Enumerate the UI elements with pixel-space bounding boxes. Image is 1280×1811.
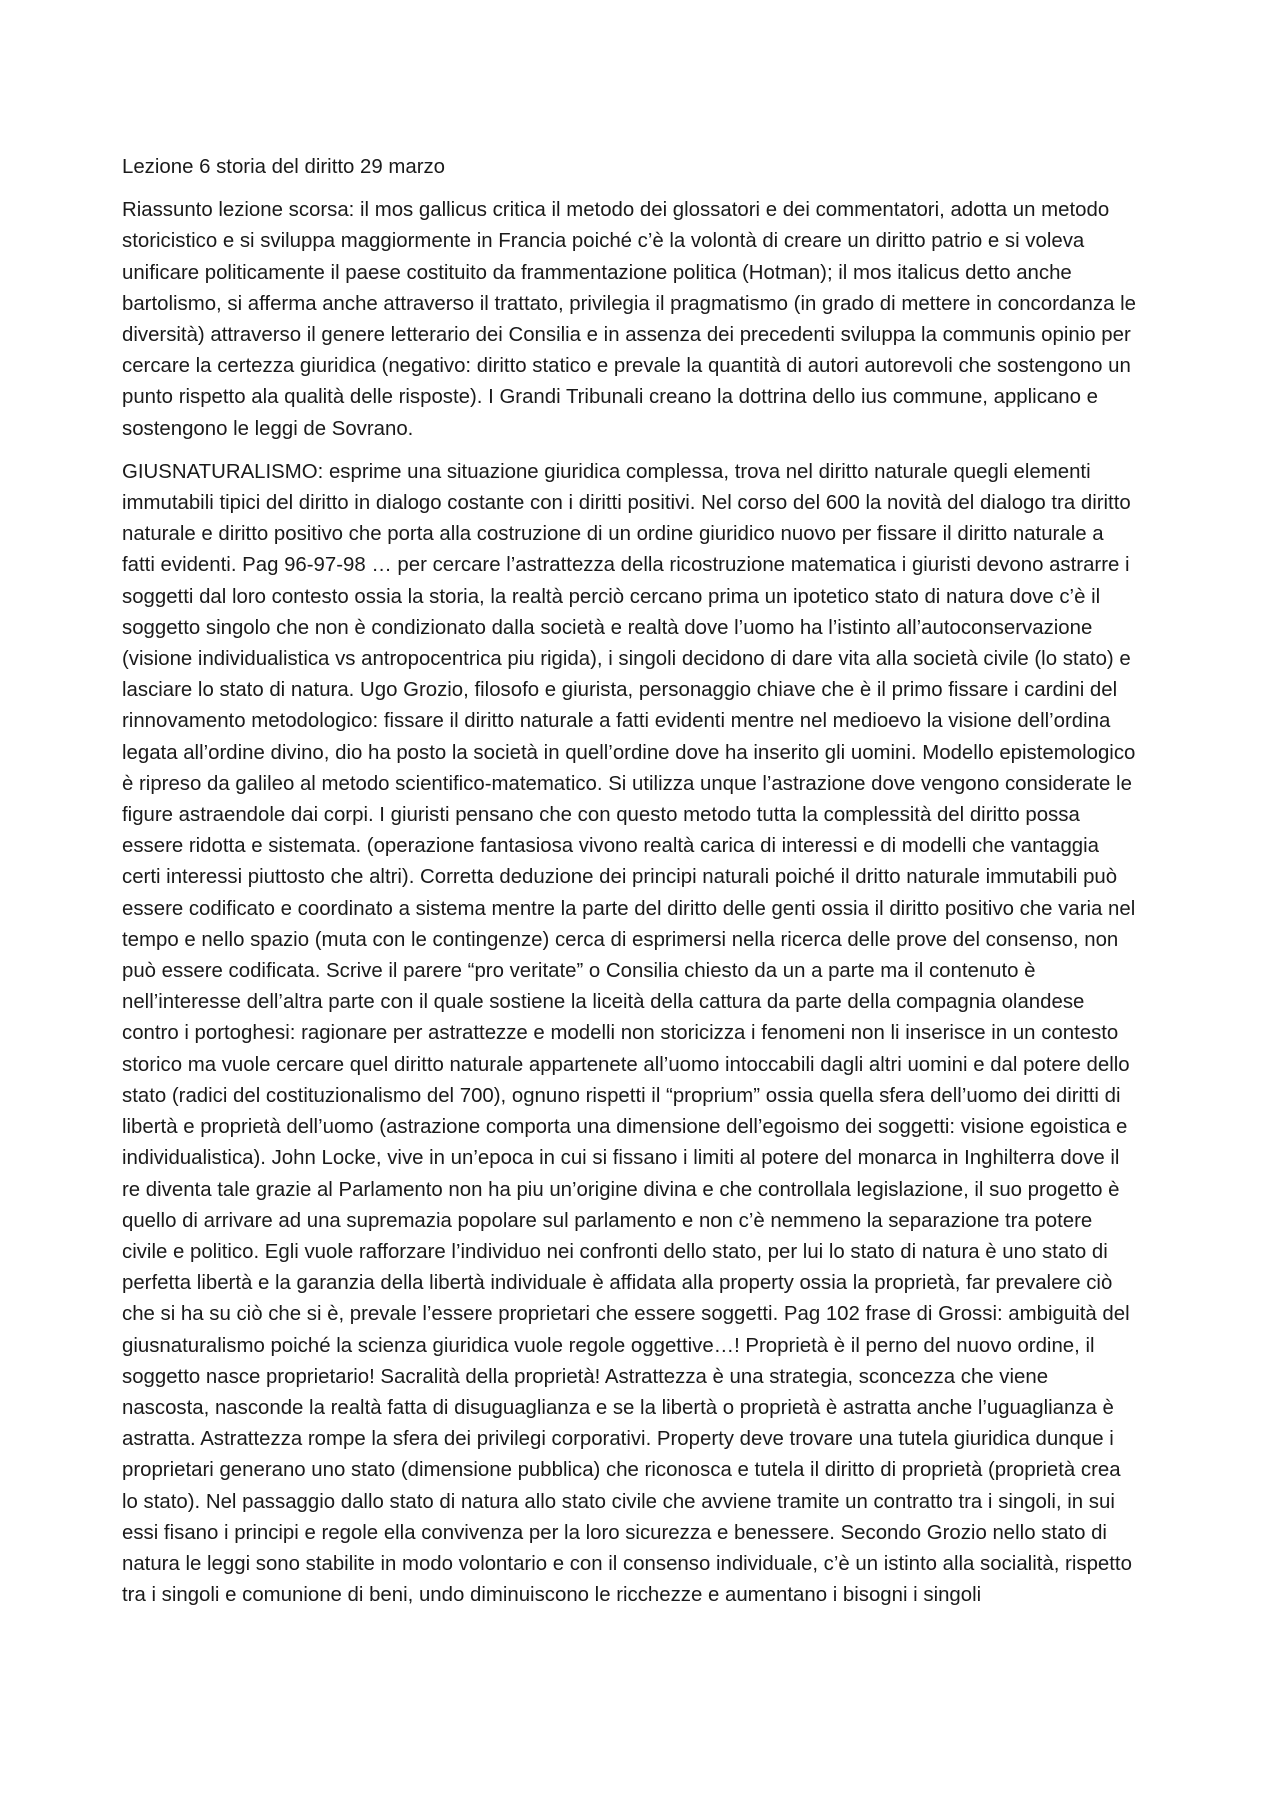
paragraph-giusnaturalismo: GIUSNATURALISMO: esprime una situazione giuridica complessa, trova nel diritto naturale quegli elementi immutabili tipici del diritto in dialogo costante con i diritti positivi. Nel corso del 600 la novità del dialogo tra diritto naturale e diritto positivo che porta alla costruzione di un ordine giuridico nuovo per fissare il diritto naturale a fatti evidenti. Pag 96-97-98 … per cercare l’astrattezza della ricostruzione matematica i giuristi devono astrarre i soggetti dal loro contesto ossia la storia, la realtà perciò cercano prima un ipotetico stato di natura dove c’è il soggetto singolo che non è condizionato dalla società e realtà dove l’uomo ha l’istinto all’autoconservazione (visione individualistica vs antropocentrica piu rigida), i singoli decidono di dare vita alla società civile (lo stato) e lasciare lo stato di natura. Ugo Grozio, filosofo e giurista, personaggio chiave che è il primo fissare i cardini del rinnovamento metodologico: fissare il diritto naturale a fatti evidenti mentre nel medioevo la visione dell’ordina legata all’ordine divino, dio ha posto la società in quell’ordine dove ha inserito gli uomini. Modello epistemologico è ripreso da galileo al metodo scientifico-matematico. Si utilizza unque l’astrazione dove vengono considerate le figure astraendole dai corpi. I giuristi pensano che con questo metodo tutta la complessità del diritto possa essere ridotta e sistemata. (operazione fantasiosa vivono realtà carica di interessi e di modelli che vantaggia certi interessi piuttosto che altri). Corretta deduzione dei principi naturali poiché il dritto naturale immutabili può essere codificato e coordinato a sistema mentre la parte del diritto delle genti ossia il diritto positivo che varia nel tempo e nello spazio (muta con le contingenze) cerca di esprimersi nella ricerca delle prove del consenso, non può essere codificata. Scrive il parere “pro veritate” o Consilia chiesto da un a parte ma il contenuto è nell’interesse dell’altra parte con il quale sostiene la liceità della cattura da parte della compagnia olandese contro i portoghesi: ragionare per astrattezze e modelli non storicizza i fenomeni non li inserisce in un contesto storico ma vuole cercare quel diritto naturale appartenete all’uomo intoccabili dagli altri uomini e dal potere dello stato (radici del costituzionalismo del 700), ognuno rispetti il “proprium” ossia quella sfera dell’uomo dei diritti di libertà e proprietà dell’uomo (astrazione comporta una dimensione dell’egoismo dei soggetti: visione egoistica e individualistica). John Locke, vive in un’epoca in cui si fissano i limiti al potere del monarca in Inghilterra dove il re diventa tale grazie al Parlamento non ha piu un’origine divina e che controllala legislazione, il suo progetto è quello di arrivare ad una supremazia popolare sul parlamento e non c’è nemmeno la separazione tra potere civile e politico. Egli vuole rafforzare l’individuo nei confronti dello stato, per lui lo stato di natura è uno stato di perfetta libertà e la garanzia della libertà individuale è affidata alla property ossia la proprietà, far prevalere ciò che si ha su ciò che si è, prevale l’essere proprietari che essere soggetti. Pag 102 frase di Grossi: ambiguità del giusnaturalismo poiché la scienza giuridica vuole regole oggettive…! Proprietà è il perno del nuovo ordine, il soggetto nasce proprietario! Sacralità della proprietà! Astrattezza è una strategia, sconcezza che viene nascosta, nasconde la realtà fatta di disuguaglianza e se la libertà o proprietà è astratta anche l’uguaglianza è astratta. Astrattezza rompe la sfera dei privilegi corporativi. Property deve trovare una tutela giuridica dunque i proprietari generano uno stato (dimensione pubblica) che riconosca e tutela il diritto di proprietà (proprietà crea lo stato). Nel passaggio dallo stato di natura allo stato civile che avviene tramite un contratto tra i singoli, in sui essi fisano i principi e regole ella convivenza per la loro sicurezza e benessere. Secondo Grozio nello stato di natura le leggi sono stabilite in modo volontario e con il consenso individuale, c’è un istinto alla socialità, rispetto tra i singoli e comunione di beni, undo diminuiscono le ricchezze e aumentano i bisogni i singoli (122, 460, 1136, 1607)
paragraph-summary: Riassunto lezione scorsa: il mos gallicus critica il metodo dei glossatori e dei commentatori, adotta un metodo storicistico e si sviluppa maggiormente in Francia poiché c’è la volontà di creare un diritto patrio e si voleva unificare politicamente il paese costituito da frammentazione politica (Hotman); il mos italicus detto anche bartolismo, si afferma anche attraverso il trattato, privilegia il pragmatismo (in grado di mettere in concordanza le diversità) attraverso il genere letterario dei Consilia e in assenza dei precedenti sviluppa la communis opinio per cercare la certezza giuridica (negativo: diritto statico e prevale la quantità di autori autorevoli che sostengono un punto rispetto ala qualità delle risposte). I Grandi Tribunali creano la dottrina dello ius commune, applicano e sostengono le leggi de Sovrano. (122, 199, 1136, 440)
document-page (122, 152, 1140, 1623)
document-title: Lezione 6 storia del diritto 29 marzo (122, 156, 446, 178)
